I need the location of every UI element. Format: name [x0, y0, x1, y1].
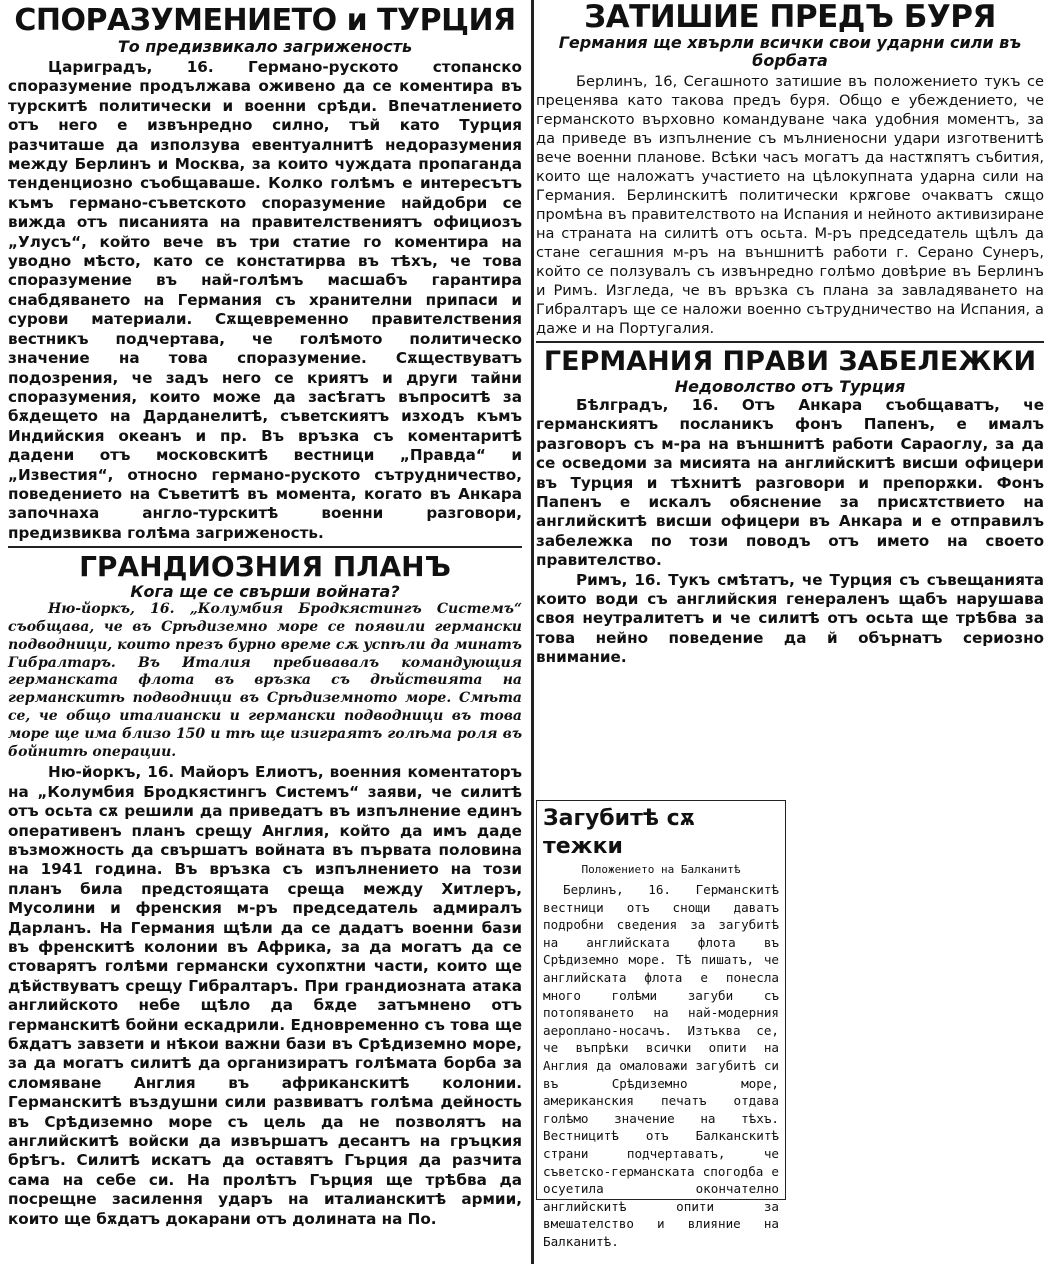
article2-subhead: Кога ще се свърши войната?	[130, 582, 400, 602]
column-divider	[531, 0, 534, 1264]
article4-subhead: Недоволство отъ Турция	[674, 377, 906, 396]
article2-para2: Ню-йоркъ, 16. Майоръ Елиотъ, военния коментаторъ на „Колумбия Бродкястингъ Системъ“ заяви, че силитѣ отъ осьта сѫ решили да приведатъ въ изпълнение единъ оперативенъ планъ срещу Англия, който да имъ даде възможность да свършатъ войната въ първата половина на 1941 година. Въ връзка съ изпълнението на този планъ била предстоящата среща между Хитлеръ, Мусолини и френския м-ръ председатель адмиралъ Дарланъ. На Германия щѣли да се дадатъ военни бази въ френскитѣ колонии въ Африка, за да могатъ да се стоварятъ голѣми германски сухопѫтни части, които ще дѣйствуватъ срещу Гибралтаръ. При грандиозната атака английското небе щѣло да бѫде затъмнено отъ германскитѣ бойни ескадрили. Едновременно съ това ще бѫдатъ завзети и нѣкои важни бази въ Срѣдиземно море, за да могатъ силитѣ да организиратъ голѣмата борба за сломяване Англия въ африканскитѣ колонии. Германскитѣ въздушни сили развиватъ голѣма дейность въ Срѣдиземно море съ цель да не позволятъ на английскитѣ войски да извършатъ десантъ на гръцкия брѣгъ. Силитѣ искатъ да оставятъ Гърция да разчита сама на себе си. На пролѣтъ Гърция ще трѣбва да посрещне засилення ударъ на италианскитѣ армии, които ще бѫдатъ докарани отъ долината на По.	[8, 763, 522, 1228]
article1-body: Цариградъ, 16. Германо-руското стопанско споразумение продължава оживено да се коментира въ турскитѣ политически и военни срѣди. Впечатлението отъ него е извънредно силно, тъй като Турция разчиташе да използува евентуалнитѣ недоразумения между Берлинъ и Москва, за които чуждата пропаганда тенденциозно съобщаваше. Колко голѣмъ е интересътъ къмъ германо-съветското споразумение найдобри се вижда отъ писанията на правителствениятъ официозъ „Улусъ“, който вече въ три статие го коментира на уводно мѣсто, като се констатирва въ тѣхъ, че това споразумение въ най-голѣмъ масшабъ гарантира снабдяването на Германия съ хранителни припаси и сурови материали. Сѫщевременно правителствения вестникъ подчертава, че голѣмото политическо значение на това споразумение. Сѫществуватъ подозрения, че задъ него се криятъ и други тайни споразумения, които може да засѣгатъ въпроситѣ за бѫдещето на Дарданелитѣ, съветскиятъ изходъ къмъ Индийския океанъ и пр. Въ връзка съ коментаритѣ дадени отъ московскитѣ вестници „Правда“ и „Известия“, относно германо-руското сътрудничество, поведението на Съветитѣ въ момента, когато въ Анкара започнаха англо-турскитѣ военни разговори, предизвиква голѣма загриженость.	[8, 58, 522, 542]
article4-headline: ГЕРМАНИЯ ПРАВИ ЗАБЕЛЕЖКИ	[543, 346, 1037, 377]
article-divider	[8, 546, 522, 548]
article-divider	[536, 341, 1044, 343]
article1-subhead: То предизвикало загриженость	[117, 37, 413, 56]
article2-para1: Ню-йоркъ, 16. „Колумбия Бродкястингъ Системъ“ съобщава, че въ Срѣдиземно море се появили германски подводници, които презъ бурно време сѫ успѣли да минатъ Гибралтаръ. Въ Италия пребивавалъ командующия германската флота въ връзка съ дѣйствията на германскитѣ подводници въ Срѣдиземното море. Смѣта се, че общо италиански и германски подводници въ това море ще има близо 150 и тѣ ще изиграятъ голѣма роля въ бойнитѣ операции.	[8, 601, 522, 760]
article3-body: Берлинъ, 16, Сегашното затишие въ положението тукъ се преценява като такова предъ буря. Общо е убеждението, че германското върховно командуване чака удобния моментъ, за да приведе въ изпълнение съ мълниеносни удари изготвенитѣ вече военни планове. Всѣки часъ могатъ да настѫпятъ събития, които ще наложатъ участието на цѣлокупната ударна сили на Германия. Берлинскитѣ политически крѫгове очакватъ сѫщо промѣна въ правителството на Испания и нейното активизиране на страната на силитѣ отъ осьта. М-ръ председатель щѣлъ да стане сегашния м-ръ на външнитѣ работи г. Серано Сунеръ, който се ползувалъ съ извънредно голѣмо довѣрие въ Берлинъ и Римъ. Изгледа, че въ връзка съ плана за завладяването на Гибралтаръ ще се наложи военно сътрудничество на Испания, а даже и на Португалия.	[536, 73, 1044, 337]
article5-box	[536, 800, 786, 1249]
article3-subhead: Германия ще хвърли всички свои ударни сили въ борбата	[558, 33, 1022, 70]
article5-headline: Загубитѣ сѫ тежки	[543, 806, 695, 859]
article5-subhead: Положението на Балканитѣ	[581, 863, 741, 876]
article4-para1: Бѣлградъ, 16. Отъ Анкара съобщаватъ, че германскиятъ посланикъ фонъ Папенъ, е ималъ разговоръ съ м-ра на външнитѣ работи Сараоглу, за да се осведоми за мисията на английскитѣ висши офицери въ Турция и тѣхнитѣ разговори и препорѫки. Фонъ Папенъ е искалъ обяснение за присѫтствието на английскитѣ висши офицери въ Анкара и е отправилъ забележка по този поводъ отъ името на своето правителство.	[536, 396, 1044, 570]
article2-headline: ГРАНДИОЗНИЯ ПЛАНЪ	[79, 550, 451, 584]
article3-headline: ЗАТИШИЕ ПРЕДЪ БУРЯ	[584, 0, 996, 35]
article1-headline: СПОРАЗУМЕНИЕТО и ТУРЦИЯ	[14, 3, 516, 38]
article5-body: Берлинъ, 16. Германскитѣ вестници отъ снощи даватъ подробни сведения за загубитѣ на английската флота въ Срѣдиземно море. Тѣ пишатъ, че английската флота е понесла много голѣми загуби съ потопяването на най-модерния аероплано-носачъ. Изтъква се, че въпрѣки всички опити на Англия да омаловажи загубитѣ си въ Срѣдиземно море, американския печатъ отдава голѣмо значение на тѣхъ. Вестницитѣ отъ Балканскитѣ страни подчертаватъ, че съветско-германската спогодба е осуетила окончателно английскитѣ опити за вмешателство и влияние на Балканитѣ.	[543, 882, 779, 1249]
article4-para2: Римъ, 16. Тукъ смѣтатъ, че Турция съ съвещанията които води съ английския генераленъ щабъ нарушава своя неутралитетъ и че силитѣ отъ осьта ще трѣбва за това нейно поведение да й обърнатъ сериозно внимание.	[536, 570, 1044, 667]
